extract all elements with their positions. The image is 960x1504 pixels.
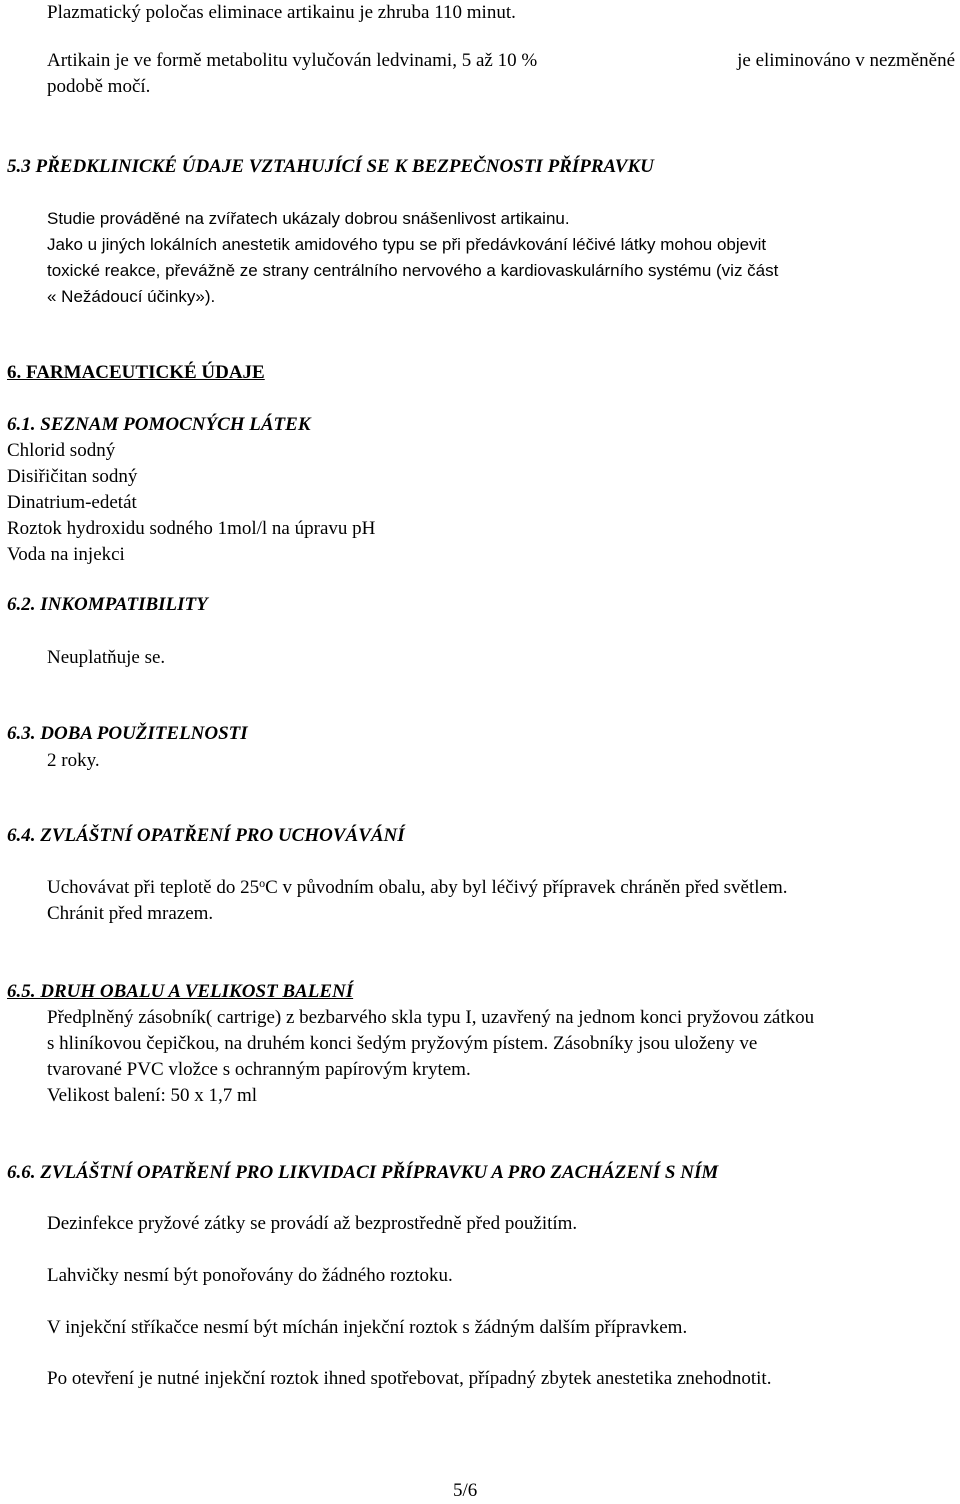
excipient-item: Disiřičitan sodný xyxy=(7,466,138,487)
container-description-line-1: Předplněný zásobník( cartrige) z bezbarvého skla typu I, uzavřený na jednom konci pryžovou zátkou xyxy=(47,1007,815,1028)
section-5-3-paragraph-2-line-2: toxické reakce, převážně ze strany centrálního nervového a kardiovaskulárního systému (viz část xyxy=(47,261,779,280)
section-5-3-paragraph-1: Studie prováděné na zvířatech ukázaly dobrou snášenlivost artikainu. xyxy=(47,209,570,228)
excretion-text-part-a: Artikain je ve formě metabolitu vylučován ledvinami, 5 až 10 % xyxy=(47,50,538,71)
excipient-item: Voda na injekci xyxy=(7,544,125,565)
section-5-3-paragraph-2-line-3: « Nežádoucí účinky»). xyxy=(47,287,216,306)
section-5-3-paragraph-2-line-1: Jako u jiných lokálních anestetik amidového typu se při předávkování léčivé látky mohou objevit xyxy=(47,235,767,254)
excretion-text-end: podobě močí. xyxy=(47,76,151,97)
disposal-instruction: Dezinfekce pryžové zátky se provádí až bezprostředně před použitím. xyxy=(47,1213,578,1234)
storage-instruction-line-2: Chránit před mrazem. xyxy=(47,903,214,924)
excipient-item: Roztok hydroxidu sodného 1mol/l na úpravu pH xyxy=(7,518,376,539)
section-6-1-heading: 6.1. SEZNAM POMOCNÝCH LÁTEK xyxy=(7,414,311,435)
section-6-heading: 6. FARMACEUTICKÉ ÚDAJE xyxy=(7,362,265,383)
section-5-3-heading: 5.3 PŘEDKLINICKÉ ÚDAJE VZTAHUJÍCÍ SE K BEZPEČNOSTI PŘÍPRAVKU xyxy=(7,156,654,177)
storage-text-post: C v původním obalu, aby byl léčivý přípravek chráněn před světlem. xyxy=(265,877,788,898)
disposal-instruction: Lahvičky nesmí být ponořovány do žádného roztoku. xyxy=(47,1265,453,1286)
excipient-item: Dinatrium-edetát xyxy=(7,492,137,513)
section-6-3-heading: 6.3. DOBA POUŽITELNOSTI xyxy=(7,723,248,744)
container-description-line-3: tvarované PVC vložce s ochranným papírovým krytem. xyxy=(47,1059,471,1080)
pack-size-text: Velikost balení: 50 x 1,7 ml xyxy=(47,1085,258,1106)
elimination-halflife-text: Plazmatický poločas eliminace artikainu je zhruba 110 minut. xyxy=(47,2,516,23)
disposal-instruction: V injekční stříkačce nesmí být míchán injekční roztok s žádným dalším přípravkem. xyxy=(47,1317,688,1338)
degree-symbol: o xyxy=(259,876,266,890)
section-6-2-heading: 6.2. INKOMPATIBILITY xyxy=(7,594,208,615)
excipient-item: Chlorid sodný xyxy=(7,440,116,461)
excretion-text-line xyxy=(47,48,955,74)
excretion-text-part-b: je eliminováno v nezměněné xyxy=(737,50,955,71)
storage-instruction-line-1 xyxy=(47,875,787,902)
section-6-4-heading: 6.4. ZVLÁŠTNÍ OPATŘENÍ PRO UCHOVÁVÁNÍ xyxy=(7,825,405,846)
section-6-6-heading: 6.6. ZVLÁŠTNÍ OPATŘENÍ PRO LIKVIDACI PŘÍPRAVKU A PRO ZACHÁZENÍ S NÍM xyxy=(7,1162,719,1183)
disposal-instruction: Po otevření je nutné injekční roztok ihned spotřebovat, případný zbytek anestetika znehodnotit. xyxy=(47,1368,772,1389)
container-description-line-2: s hliníkovou čepičkou, na druhém konci šedým pryžovým pístem. Zásobníky jsou uloženy ve xyxy=(47,1033,758,1054)
section-6-2-text: Neuplatňuje se. xyxy=(47,647,166,668)
section-6-3-text: 2 roky. xyxy=(47,750,100,771)
section-6-5-heading: 6.5. DRUH OBALU A VELIKOST BALENÍ xyxy=(7,981,354,1002)
page-number: 5/6 xyxy=(453,1480,478,1501)
storage-text-pre: Uchovávat při teplotě do 25 xyxy=(47,877,260,898)
